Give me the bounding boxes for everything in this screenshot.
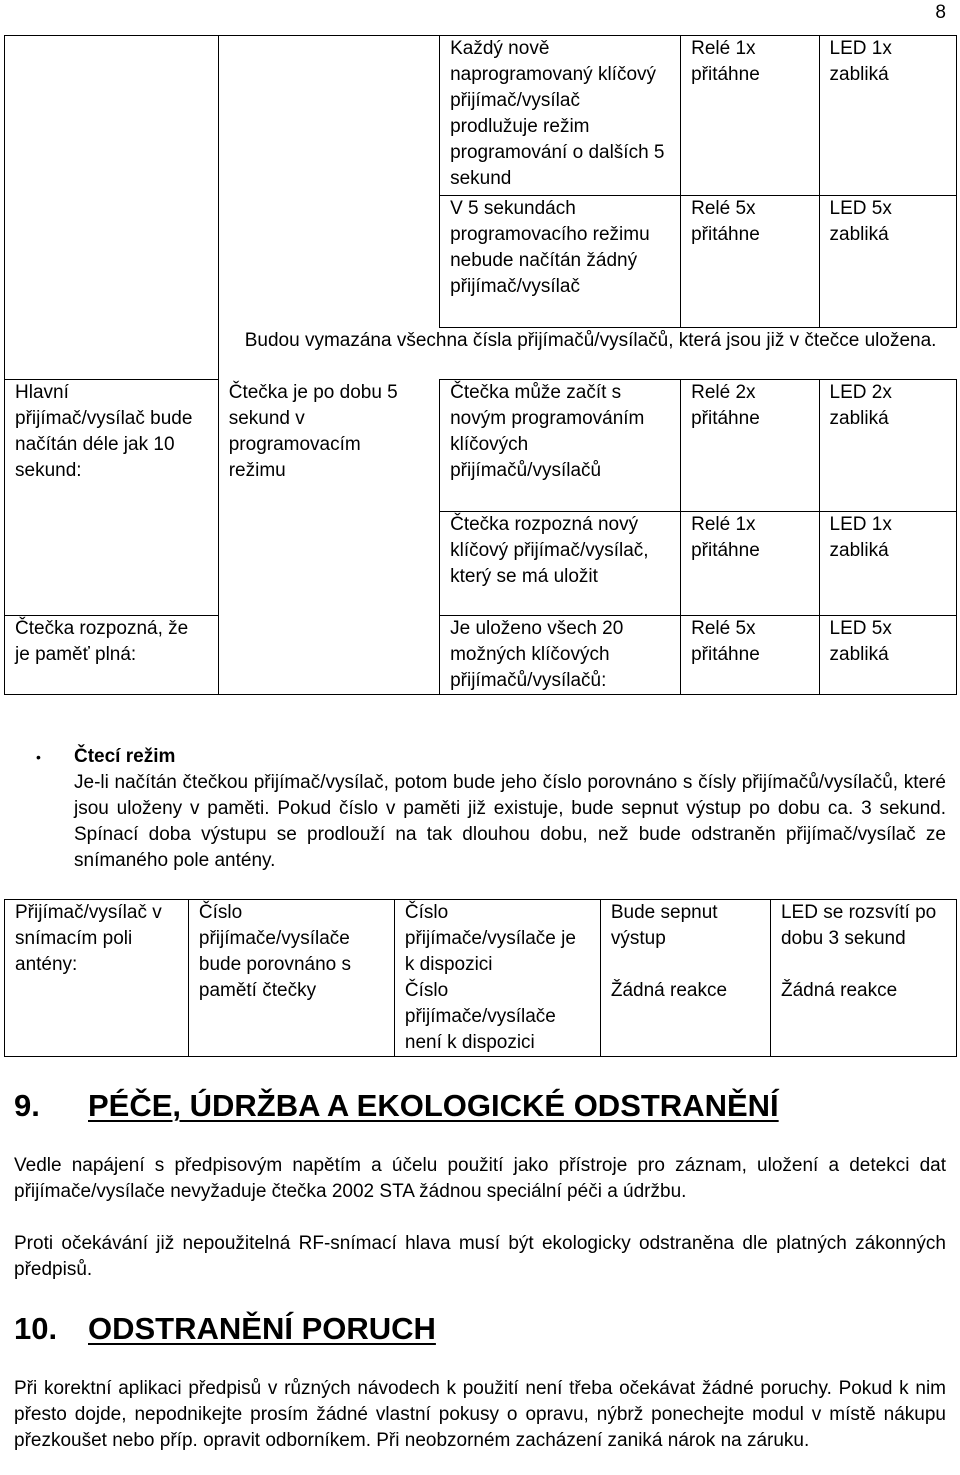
section-10-heading: 10. ODSTRANĚNÍ PORUCH	[14, 1311, 436, 1346]
led-cell: LED 5x zabliká	[819, 616, 956, 695]
state-cell: Číslo přijímače/vysílače není k dispozici	[394, 978, 600, 1057]
led-cell: LED 1x zabliká	[819, 512, 956, 616]
antenna-cell: Přijímač/vysílač v snímacím poli antény:	[5, 900, 189, 1057]
led-cell: Žádná reakce	[770, 978, 956, 1057]
read-mode-title: Čtecí režim	[74, 746, 176, 767]
section-9-paragraph-2: Proti očekávání již nepoužitelná RF-snímací hlava musí být ekologicky odstraněna dle platných zákonných předpisů.	[14, 1233, 946, 1280]
read-mode-table	[4, 899, 957, 1057]
led-cell: LED 1x zabliká	[819, 36, 956, 196]
relay-cell: Relé 5x přitáhne	[681, 196, 819, 328]
table-cell: Čtečka může začít s novým programováním klíčových přijímačů/vysílačů	[440, 380, 681, 512]
relay-cell: Relé 1x přitáhne	[681, 36, 819, 196]
table-cell: Je uloženo všech 20 možných klíčových přijímačů/vysílačů:	[440, 616, 681, 695]
section-10-paragraph-1: Při korektní aplikaci předpisů v různých návodech k použití není třeba očekávat žádné poruchy. Pokud k nim přesto dojde, nepodnikejte prosím žádné vlastní pokusy o opravu, nýbrž ponechejte modul v místě nákupu přezkoušet nebo příp. opravit odborníkem. Při neobzorném zacházení zaniká nárok na záruku.	[14, 1378, 946, 1451]
section-9-heading: 9. PÉČE, ÚDRŽBA A EKOLOGICKÉ ODSTRANĚNÍ	[14, 1088, 779, 1123]
table-cell: V 5 sekundách programovacího režimu nebude načítán žádný přijímač/vysílač	[440, 196, 681, 328]
read-mode-text: Je-li načítán čtečkou přijímač/vysílač, potom bude jeho číslo porovnáno s čísly přijímačů/vysílačů, které jsou uloženy v paměti. Pokud číslo v paměti již existuje, bude sepnut výstup po dobu ca. 3 sekund. Spínací doba výstupu se prodlouží na tak dlouhou dobu, než bude odstraněn přijímač/vysílač ze snímaného pole antény.	[74, 772, 946, 871]
page-number: 8	[935, 2, 946, 23]
reader-mode-cell: Čtečka je po dobu 5 sekund v programovacím režimu	[218, 380, 439, 695]
output-cell: Bude sepnut výstup	[600, 900, 770, 979]
relay-cell: Relé 5x přitáhne	[681, 616, 819, 695]
main-label-cell: Hlavní přijímač/vysílač bude načítán déle jak 10 sekund:	[5, 380, 219, 616]
section-9-paragraph-1: Vedle napájení s předpisovým napětím a účelu použití jako přístroje pro záznam, uložení a detekci dat přijímače/vysílače nevyžaduje čtečka 2002 STA žádnou speciální péči a údržbu.	[14, 1155, 946, 1202]
erase-text: Budou vymazána všechna čísla přijímačů/vysílačů, která jsou již v čtečce uložena.	[244, 330, 937, 351]
output-cell: Žádná reakce	[600, 978, 770, 1057]
led-cell: LED se rozsvítí po dobu 3 sekund	[770, 900, 956, 979]
bullet-icon: •	[36, 749, 41, 765]
led-cell: LED 2x zabliká	[819, 380, 956, 512]
compare-cell: Číslo přijímače/vysílače bude porovnáno s pamětí čtečky	[188, 900, 394, 1057]
memory-full-cell: Čtečka rozpozná, že je paměť plná:	[5, 616, 219, 695]
relay-cell: Relé 1x přitáhne	[681, 512, 819, 616]
table-cell: Každý nově naprogramovaný klíčový přijímač/vysílač prodlužuje režim programování o dalších 5 sekund	[440, 36, 681, 196]
state-cell: Číslo přijímače/vysílače je k dispozici	[394, 900, 600, 979]
relay-cell: Relé 2x přitáhne	[681, 380, 819, 512]
table-cell: Čtečka rozpozná nový klíčový přijímač/vysílač, který se má uložit	[440, 512, 681, 616]
programming-table	[4, 35, 957, 695]
led-cell: LED 5x zabliká	[819, 196, 956, 328]
